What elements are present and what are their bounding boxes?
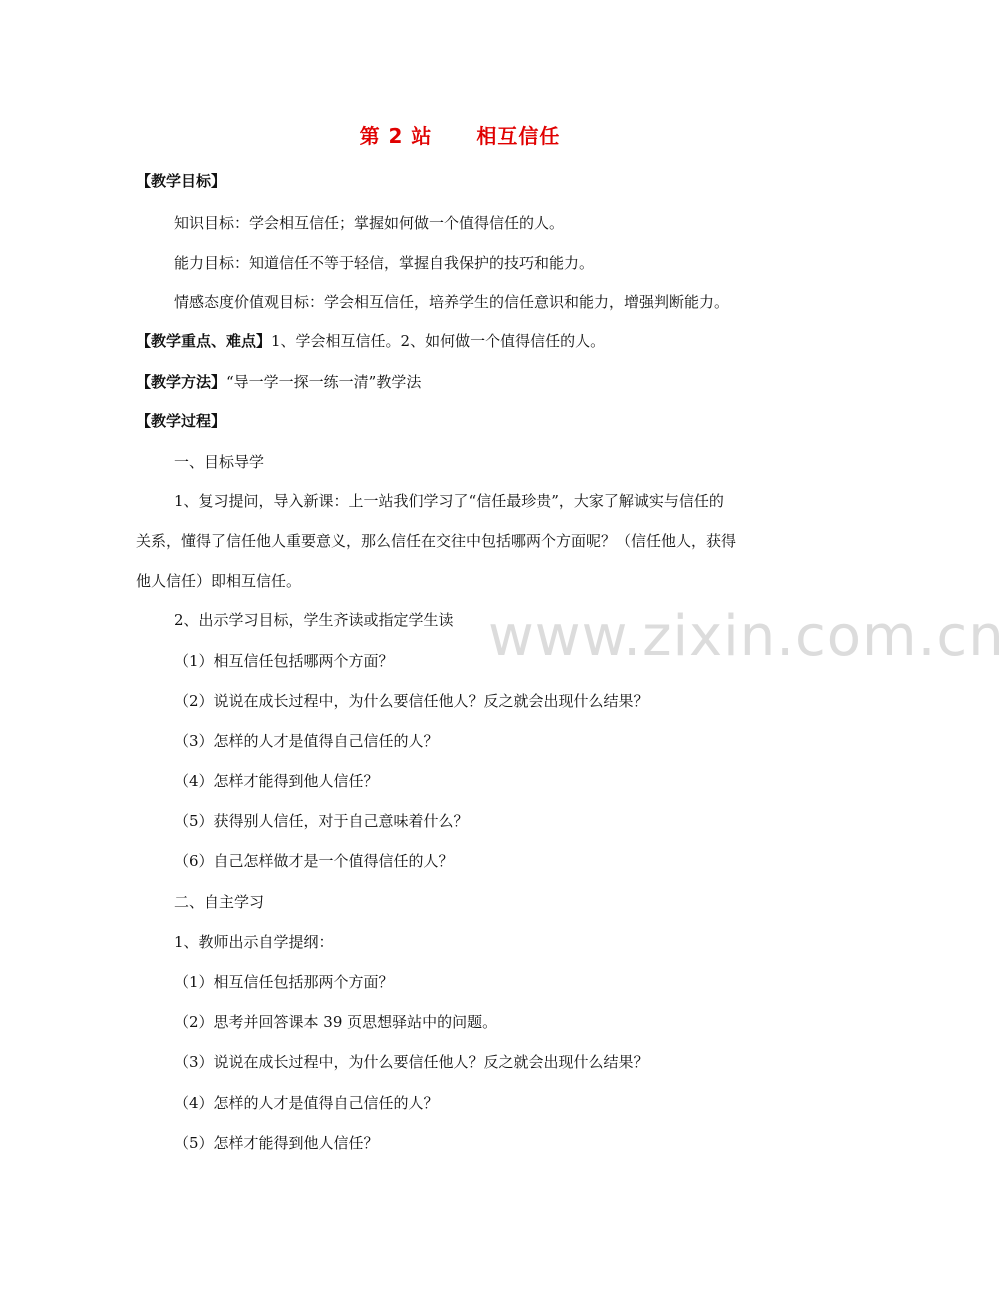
list-item: （4）怎样的人才是值得自己信任的人？ <box>174 1094 439 1112</box>
teaching-method <box>136 372 421 392</box>
paragraph-line: 1、复习提问，导入新课：上一站我们学习了“信任最珍贵”，大家了解诚实与信任的 <box>174 492 724 510</box>
list-item: （2）思考并回答课本 39 页思想驿站中的问题。 <box>174 1013 498 1031</box>
list-item: （3）怎样的人才是值得自己信任的人？ <box>174 732 439 750</box>
method-label: 【教学方法】 <box>136 373 227 391</box>
emotion-objective: 情感态度价值观目标：学会相互信任，培养学生的信任意识和能力，增强判断能力。 <box>174 293 730 311</box>
section-heading: 一、目标导学 <box>174 453 265 471</box>
list-item: （5）怎样才能得到他人信任？ <box>174 1134 379 1152</box>
ability-objective: 能力目标：知道信任不等于轻信，掌握自我保护的技巧和能力。 <box>174 254 595 272</box>
watermark: www.zixin.com.cn <box>488 604 1005 669</box>
list-item: （1）相互信任包括哪两个方面？ <box>174 652 394 670</box>
paragraph-line: 他人信任）即相互信任。 <box>136 572 302 590</box>
list-item: （2）说说在成长过程中，为什么要信任他人？反之就会出现什么结果？ <box>174 692 649 710</box>
key-points-text: 1、学会相互信任。2、如何做一个值得信任的人。 <box>271 332 606 350</box>
list-item: （5）获得别人信任，对于自己意味着什么？ <box>174 812 469 830</box>
title-topic: 相互信任 <box>476 124 561 148</box>
page-title <box>0 120 920 149</box>
knowledge-objective: 知识目标：学会相互信任；掌握如何做一个值得信任的人。 <box>174 214 565 232</box>
title-station: 第 2 站 <box>359 124 433 148</box>
key-points <box>136 331 605 351</box>
key-points-label: 【教学重点、难点】 <box>136 332 272 350</box>
paragraph-line: 关系，懂得了信任他人重要意义，那么信任在交往中包括哪两个方面呢？（信任他人，获得 <box>136 532 737 550</box>
process-heading: 【教学过程】 <box>136 412 227 430</box>
section-heading: 二、自主学习 <box>174 893 265 911</box>
paragraph-line: 2、出示学习目标，学生齐读或指定学生读 <box>174 611 454 629</box>
objectives-heading: 【教学目标】 <box>136 172 227 190</box>
list-item: （1）相互信任包括那两个方面？ <box>174 973 394 991</box>
list-item: （4）怎样才能得到他人信任？ <box>174 772 379 790</box>
method-text: “导一学一探一练一清”教学法 <box>226 373 422 391</box>
paragraph-line: 1、教师出示自学提纲： <box>174 933 334 951</box>
list-item: （3）说说在成长过程中，为什么要信任他人？反之就会出现什么结果？ <box>174 1053 649 1071</box>
list-item: （6）自己怎样做才是一个值得信任的人？ <box>174 852 454 870</box>
